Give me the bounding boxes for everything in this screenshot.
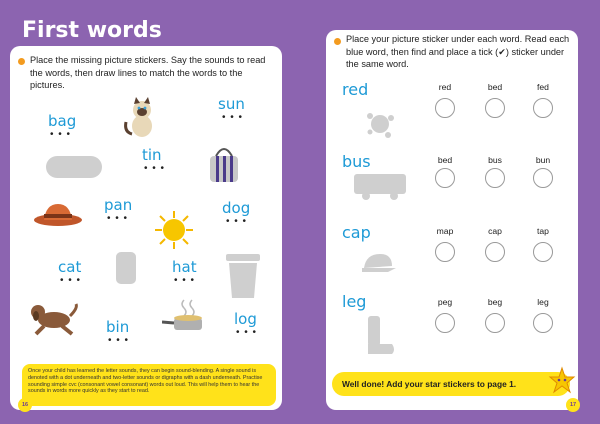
blue-word-bus: bus <box>342 152 371 171</box>
sound-dots: • • • <box>236 327 258 338</box>
bus-sticker-outline <box>352 170 410 202</box>
option-word: bed <box>437 155 453 165</box>
sticker-circle[interactable] <box>533 242 553 262</box>
well-done-banner: Well done! Add your star stickers to page 1. <box>332 372 570 396</box>
sticker-circle[interactable] <box>533 98 553 118</box>
bullet-icon <box>18 58 25 65</box>
sticker-circle[interactable] <box>435 168 455 188</box>
sound-dots: • • • <box>144 163 166 174</box>
sticker-circle[interactable] <box>485 168 505 188</box>
blue-word-cap: cap <box>342 223 371 242</box>
pan-icon <box>162 296 214 336</box>
sound-dots: • • • <box>108 335 130 346</box>
word-log: log <box>234 310 257 328</box>
star-icon <box>548 366 576 394</box>
option-word: tap <box>537 226 549 236</box>
bullet-icon <box>334 38 341 45</box>
word-tin: tin <box>142 146 162 164</box>
bin-sticker-outline <box>224 252 262 300</box>
word-cat: cat <box>58 258 82 276</box>
option-word: leg <box>537 297 549 307</box>
sound-dots: • • • <box>107 213 129 224</box>
option-word: beg <box>487 297 503 307</box>
option-word: map <box>436 226 454 236</box>
splat-sticker-outline <box>364 108 396 140</box>
log-sticker-outline <box>46 156 102 178</box>
left-instruction: Place the missing picture stickers. Say the sounds to read the words, then draw lines to match the words to the pictures. <box>30 55 266 90</box>
sticker-circle[interactable] <box>533 168 553 188</box>
bag-icon <box>206 140 242 184</box>
word-hat: hat <box>172 258 197 276</box>
option-word: bed <box>487 82 503 92</box>
cat-icon <box>120 96 160 138</box>
word-bin: bin <box>106 318 130 336</box>
sticker-circle[interactable] <box>435 313 455 333</box>
sticker-circle[interactable] <box>533 313 553 333</box>
option-word: red <box>438 82 452 92</box>
word-dog: dog <box>222 199 251 217</box>
page-number-left: 16 <box>18 398 32 412</box>
sticker-circle[interactable] <box>435 242 455 262</box>
option-word: cap <box>488 226 502 236</box>
sound-dots: • • • <box>222 112 244 123</box>
page-title: First words <box>22 18 162 43</box>
sound-dots: • • • <box>60 275 82 286</box>
sticker-circle[interactable] <box>485 242 505 262</box>
tin-sticker-outline <box>116 252 136 284</box>
leg-sticker-outline <box>364 314 400 358</box>
word-pan: pan <box>104 196 133 214</box>
parent-note: Once your child has learned the letter sounds, they can begin sound-blending. A single sound is denoted with a dot underneath and two-letter sounds or digraphs with a dash underneath. Practise sounding simple cvc (consonant vowel consonant) words out loud. This will help them to hear the sounds in words more quickly as they start to read. <box>22 364 276 406</box>
sticker-circle[interactable] <box>485 313 505 333</box>
sun-icon <box>154 210 194 250</box>
sticker-circle[interactable] <box>485 98 505 118</box>
sound-dots: • • • <box>174 275 196 286</box>
right-instruction: Place your picture sticker under each word. Read each blue word, then find and place a tick (✔) sticker under the same word. <box>346 34 570 69</box>
option-word: bun <box>535 155 551 165</box>
cap-sticker-outline <box>358 250 400 276</box>
sound-dots: • • • <box>226 216 248 227</box>
hat-icon <box>32 200 84 228</box>
sound-dots: • • • <box>50 129 72 140</box>
blue-word-red: red <box>342 80 369 99</box>
page-number-right: 17 <box>566 398 580 412</box>
option-word: peg <box>437 297 453 307</box>
sticker-circle[interactable] <box>435 98 455 118</box>
word-bag: bag <box>48 112 77 130</box>
dog-icon <box>26 298 80 338</box>
word-sun: sun <box>218 95 245 113</box>
option-word: fed <box>537 82 549 92</box>
blue-word-leg: leg <box>342 292 367 311</box>
option-word: bus <box>488 155 502 165</box>
